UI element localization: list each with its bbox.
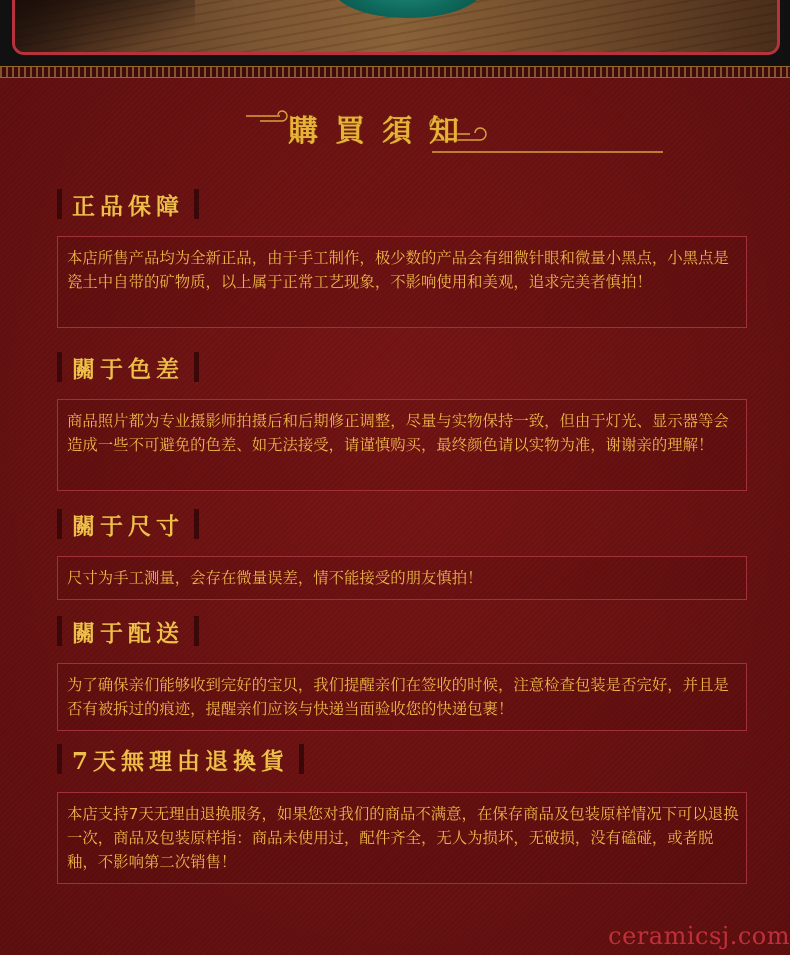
section-title-color [57,352,199,382]
section-body-text: 为了确保亲们能够收到完好的宝贝，我们提醒亲们在签收的时候，注意检查包装是否完好，并且是否有被拆过的痕迹，提醒亲们应该与快递当面验收您的快递包裹！ [67,676,729,718]
section-title-authentic [57,189,199,219]
section-body-text: 商品照片都为专业摄影师拍摄后和后期修正调整，尽量与实物保持一致，但由于灯光、显示器等会造成一些不可避免的色差、如无法接受，请谨慎购买，最终颜色请以实物为准，谢谢亲的理解！ [67,412,729,454]
section-title-text: 7天無理由退換貨 [72,747,290,775]
section-body-size [57,556,747,600]
product-photo-strip [0,0,790,66]
product-photo [12,0,780,55]
section-title-shipping [57,616,199,646]
decorative-border [0,66,790,78]
section-title-text: 關于色差 [72,355,184,383]
photo-shadow [15,0,195,52]
section-title-returns [57,744,304,774]
section-body-returns [57,792,747,884]
section-title-text: 關于配送 [72,619,184,647]
section-body-text: 本店支持7天无理由退换服务，如果您对我们的商品不满意，在保存商品及包装原样情况下可以退换一次，商品及包装原样指：商品未使用过，配件齐全，无人为损坏，无破损，没有磕碰，或者脱釉，不影响第二次销售！ [67,805,739,871]
watermark: ceramicsj.com [608,922,790,950]
purchase-notice-heading [0,104,790,154]
section-title-size [57,509,199,539]
section-body-color [57,399,747,491]
section-body-text: 尺寸为手工测量，会存在微量误差，情不能接受的朋友慎拍！ [67,569,483,587]
section-title-text: 正品保障 [72,192,184,220]
section-body-shipping [57,663,747,731]
page-title: 購買須知 [288,114,476,149]
section-body-authentic [57,236,747,328]
section-body-text: 本店所售产品均为全新正品，由于手工制作，极少数的产品会有细微针眼和微量小黑点，小黑点是瓷土中自带的矿物质，以上属于正常工艺现象，不影响使用和美观，追求完美者慎拍！ [67,249,729,291]
section-title-text: 關于尺寸 [72,512,184,540]
